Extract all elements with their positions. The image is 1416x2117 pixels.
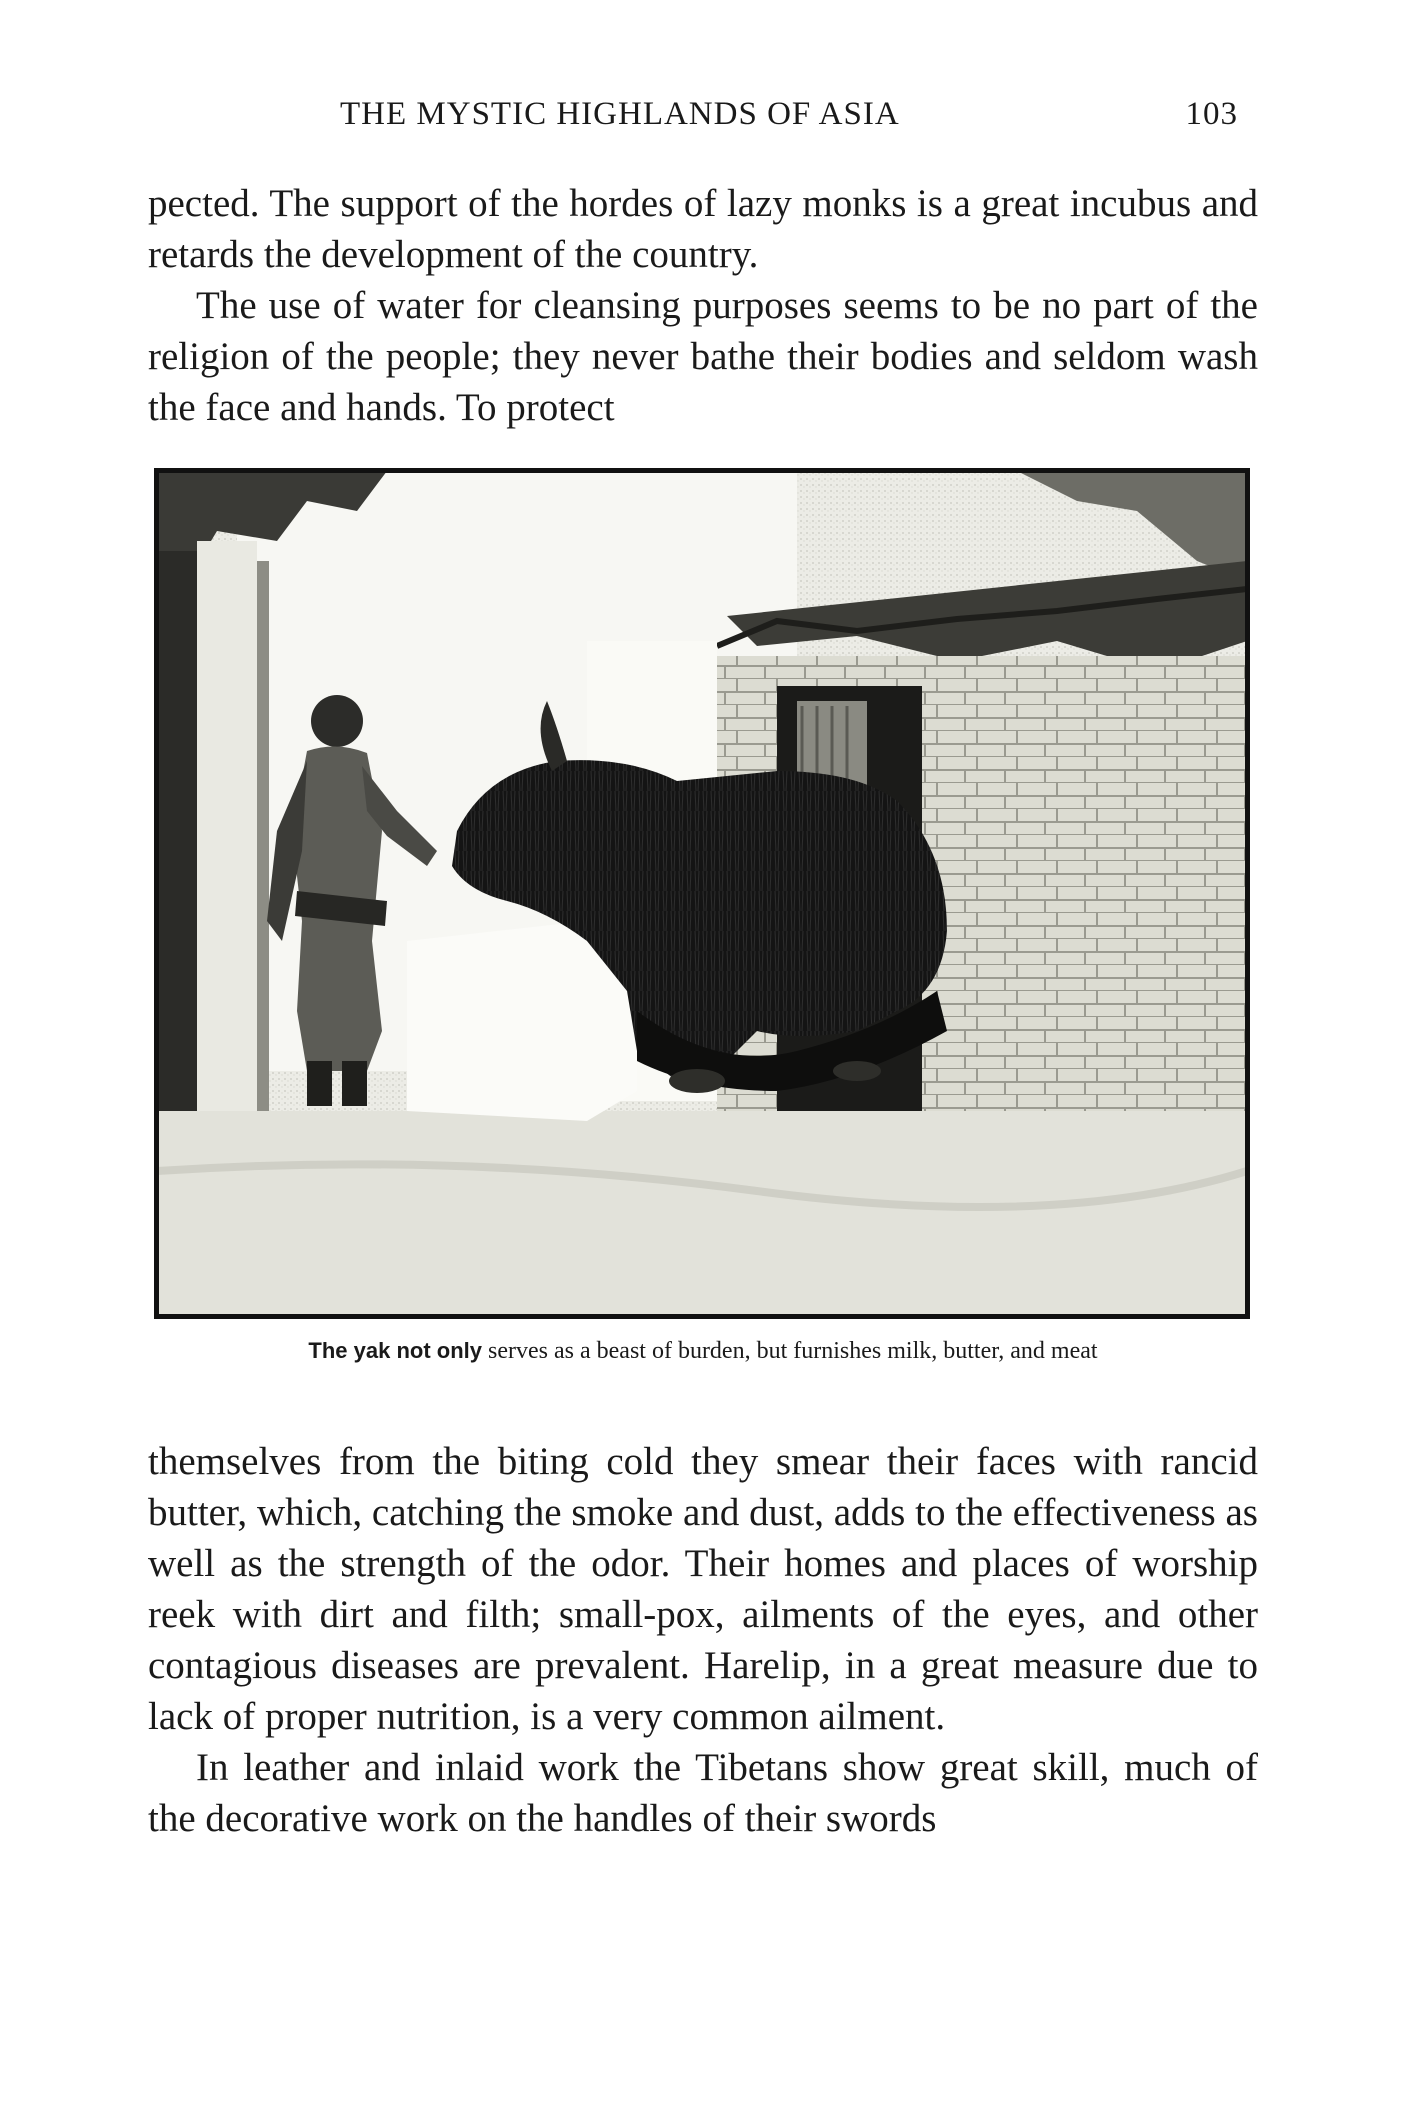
- paragraph: themselves from the biting cold they smear their faces with rancid butter, which, catching the smoke and dust, adds to the effectiveness as well as the strength of the odor. Their homes and places of worship reek with dirt and filth; small-pox, ailments of the eyes, and other contagious diseases are prevalent. Harelip, in a great measure due to lack of proper nutrition, is a very common ailment.: [148, 1440, 1258, 1738]
- paragraph: The use of water for cleansing purposes seems to be no part of the religion of the people; they never bathe their bodies and seldom wash the face and hands. To protect: [148, 284, 1258, 429]
- caption-text: serves as a beast of burden, but furnishes milk, butter, and meat: [482, 1338, 1098, 1364]
- body-text-bottom: [148, 1436, 1258, 1844]
- yak-photograph: [154, 468, 1250, 1319]
- figure-caption: [148, 1338, 1258, 1365]
- running-head: [150, 92, 1250, 142]
- paragraph: pected. The support of the hordes of lazy monks is a great incubus and retards the development of the country.: [148, 182, 1258, 276]
- ground: [157, 1111, 1247, 1316]
- caption-lead: The yak not only: [308, 1338, 483, 1363]
- body-text-top: [148, 178, 1258, 433]
- paragraph: In leather and inlaid work the Tibetans show great skill, much of the decorative work on the handles of their swords: [148, 1746, 1258, 1840]
- yak-photo-illustration: [157, 471, 1247, 1316]
- running-head-title: THE MYSTIC HIGHLANDS OF ASIA: [340, 96, 900, 132]
- page-number: 103: [1185, 96, 1238, 132]
